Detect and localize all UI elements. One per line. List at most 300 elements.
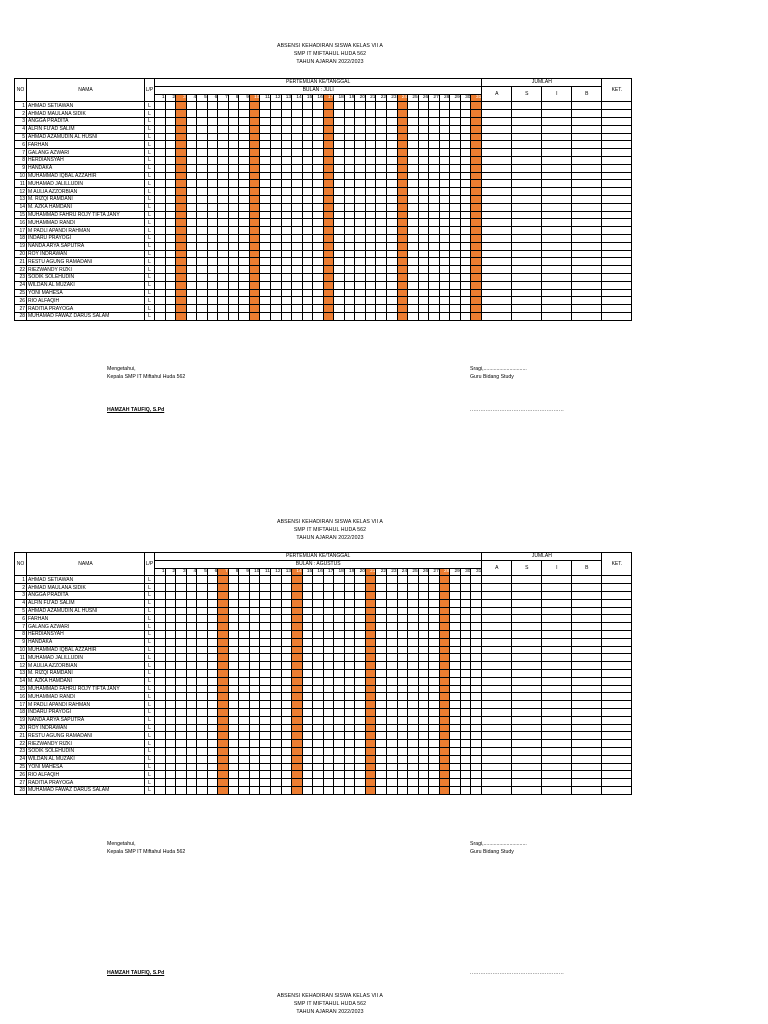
attendance-cell	[239, 646, 250, 654]
attendance-cell	[218, 297, 229, 305]
attendance-cell	[228, 685, 239, 693]
attendance-cell	[408, 195, 419, 203]
attendance-cell	[313, 662, 324, 670]
attendance-cell	[165, 227, 176, 235]
attendance-cell	[260, 312, 271, 320]
attendance-cell	[207, 724, 218, 732]
attendance-cell	[387, 258, 398, 266]
attendance-cell	[176, 701, 187, 709]
student-gender: L	[145, 219, 155, 227]
total-cell	[572, 211, 602, 219]
attendance-cell	[387, 102, 398, 110]
student-name: MUHAMAD JALILLUDIN	[27, 180, 145, 188]
attendance-cell	[334, 141, 345, 149]
attendance-cell	[408, 141, 419, 149]
attendance-cell	[334, 289, 345, 297]
attendance-cell	[429, 266, 440, 274]
total-cell	[512, 188, 542, 196]
attendance-cell	[239, 312, 250, 320]
attendance-cell	[418, 266, 429, 274]
attendance-cell	[344, 102, 355, 110]
student-gender: L	[145, 289, 155, 297]
table-row	[15, 732, 632, 740]
total-cell	[482, 646, 512, 654]
attendance-cell	[260, 297, 271, 305]
total-cell	[542, 755, 572, 763]
attendance-cell	[313, 102, 324, 110]
attendance-cell	[176, 747, 187, 755]
total-cell	[542, 693, 572, 701]
attendance-cell	[471, 172, 482, 180]
note-cell	[602, 203, 632, 211]
attendance-cell	[397, 607, 408, 615]
attendance-cell	[165, 638, 176, 646]
attendance-cell	[334, 273, 345, 281]
attendance-cell	[239, 172, 250, 180]
attendance-cell	[260, 180, 271, 188]
attendance-cell	[165, 211, 176, 219]
attendance-cell	[228, 599, 239, 607]
attendance-cell	[281, 141, 292, 149]
attendance-cell	[397, 724, 408, 732]
attendance-cell	[439, 297, 450, 305]
attendance-cell	[260, 732, 271, 740]
student-name: SODIK SOLEHUDIN	[27, 747, 145, 755]
attendance-cell	[239, 250, 250, 258]
attendance-cell	[302, 591, 313, 599]
total-cell	[512, 584, 542, 592]
attendance-cell	[207, 125, 218, 133]
attendance-cell	[165, 149, 176, 157]
header-lp: L/P	[145, 553, 155, 576]
attendance-cell	[376, 188, 387, 196]
attendance-cell	[249, 732, 260, 740]
student-gender: L	[145, 708, 155, 716]
total-cell	[572, 281, 602, 289]
attendance-cell	[176, 732, 187, 740]
attendance-cell	[355, 188, 366, 196]
attendance-cell	[292, 164, 303, 172]
attendance-cell	[313, 576, 324, 584]
attendance-cell	[165, 771, 176, 779]
attendance-cell	[450, 623, 461, 631]
attendance-cell	[460, 242, 471, 250]
attendance-cell	[418, 771, 429, 779]
attendance-cell	[450, 305, 461, 313]
attendance-cell	[313, 133, 324, 141]
attendance-cell	[397, 180, 408, 188]
day-header: 22	[376, 568, 387, 576]
attendance-cell	[344, 258, 355, 266]
day-header: 15	[302, 568, 313, 576]
attendance-cell	[365, 786, 376, 794]
attendance-cell	[302, 133, 313, 141]
attendance-cell	[365, 203, 376, 211]
attendance-cell	[376, 234, 387, 242]
attendance-cell	[207, 227, 218, 235]
attendance-cell	[313, 654, 324, 662]
attendance-cell	[281, 297, 292, 305]
attendance-cell	[281, 227, 292, 235]
attendance-cell	[460, 188, 471, 196]
attendance-cell	[155, 607, 166, 615]
attendance-cell	[271, 281, 282, 289]
attendance-cell	[397, 125, 408, 133]
attendance-cell	[271, 141, 282, 149]
attendance-cell	[429, 180, 440, 188]
attendance-cell	[323, 591, 334, 599]
attendance-cell	[218, 125, 229, 133]
note-cell	[602, 180, 632, 188]
attendance-cell	[387, 716, 398, 724]
attendance-cell	[313, 125, 324, 133]
attendance-cell	[165, 305, 176, 313]
attendance-cell	[271, 195, 282, 203]
attendance-cell	[439, 779, 450, 787]
attendance-cell	[460, 747, 471, 755]
attendance-cell	[439, 584, 450, 592]
attendance-cell	[418, 786, 429, 794]
attendance-cell	[228, 102, 239, 110]
attendance-cell	[218, 110, 229, 118]
attendance-cell	[218, 662, 229, 670]
attendance-cell	[207, 716, 218, 724]
attendance-cell	[207, 242, 218, 250]
attendance-cell	[376, 677, 387, 685]
total-cell	[512, 180, 542, 188]
attendance-cell	[344, 125, 355, 133]
attendance-cell	[197, 164, 208, 172]
total-cell	[482, 771, 512, 779]
attendance-cell	[450, 188, 461, 196]
attendance-cell	[460, 102, 471, 110]
attendance-cell	[355, 172, 366, 180]
attendance-cell	[408, 234, 419, 242]
attendance-cell	[228, 669, 239, 677]
student-name: HANDAKA	[27, 164, 145, 172]
attendance-cell	[197, 615, 208, 623]
attendance-cell	[429, 117, 440, 125]
total-cell	[512, 747, 542, 755]
total-cell	[512, 755, 542, 763]
attendance-cell	[155, 615, 166, 623]
day-header: 27	[429, 568, 440, 576]
attendance-cell	[218, 584, 229, 592]
attendance-cell	[239, 102, 250, 110]
attendance-cell	[344, 227, 355, 235]
attendance-cell	[186, 630, 197, 638]
attendance-cell	[387, 732, 398, 740]
attendance-cell	[418, 172, 429, 180]
attendance-cell	[376, 630, 387, 638]
attendance-cell	[292, 591, 303, 599]
table-row	[15, 599, 632, 607]
student-gender: L	[145, 607, 155, 615]
attendance-cell	[260, 203, 271, 211]
student-no: 16	[15, 219, 27, 227]
total-cell	[512, 110, 542, 118]
attendance-cell	[408, 708, 419, 716]
student-no: 18	[15, 708, 27, 716]
attendance-cell	[249, 662, 260, 670]
attendance-cell	[249, 172, 260, 180]
attendance-cell	[281, 740, 292, 748]
attendance-cell	[186, 266, 197, 274]
attendance-cell	[376, 662, 387, 670]
total-cell	[512, 172, 542, 180]
attendance-cell	[249, 266, 260, 274]
principal-signature-name: HAMZAH TAUFIQ, S.Pd	[107, 970, 165, 976]
attendance-cell	[323, 763, 334, 771]
attendance-cell	[439, 242, 450, 250]
total-cell	[512, 740, 542, 748]
attendance-cell	[439, 250, 450, 258]
table-row	[15, 591, 632, 599]
attendance-cell	[376, 724, 387, 732]
total-cell	[482, 638, 512, 646]
attendance-cell	[365, 623, 376, 631]
attendance-cell	[355, 638, 366, 646]
teacher-signature-line: ......................................................	[470, 970, 565, 976]
attendance-cell	[249, 188, 260, 196]
attendance-cell	[218, 576, 229, 584]
student-name: INDARU PRAYOGI	[27, 708, 145, 716]
attendance-cell	[155, 584, 166, 592]
note-cell	[602, 219, 632, 227]
attendance-cell	[323, 133, 334, 141]
attendance-cell	[365, 242, 376, 250]
total-cell	[482, 786, 512, 794]
total-cell	[572, 599, 602, 607]
attendance-cell	[376, 786, 387, 794]
attendance-cell	[323, 297, 334, 305]
attendance-cell	[281, 654, 292, 662]
note-cell	[602, 102, 632, 110]
attendance-cell	[397, 638, 408, 646]
attendance-cell	[397, 693, 408, 701]
day-header: 23	[387, 568, 398, 576]
attendance-cell	[450, 786, 461, 794]
attendance-cell	[439, 786, 450, 794]
attendance-cell	[207, 685, 218, 693]
table-row	[15, 117, 632, 125]
note-cell	[602, 685, 632, 693]
total-cell	[542, 156, 572, 164]
attendance-cell	[387, 266, 398, 274]
attendance-cell	[292, 297, 303, 305]
attendance-cell	[376, 266, 387, 274]
attendance-cell	[271, 755, 282, 763]
table-row	[15, 188, 632, 196]
attendance-cell	[355, 227, 366, 235]
attendance-cell	[292, 732, 303, 740]
table-row	[15, 584, 632, 592]
attendance-cell	[176, 172, 187, 180]
attendance-cell	[292, 669, 303, 677]
attendance-cell	[302, 180, 313, 188]
total-cell	[542, 219, 572, 227]
attendance-cell	[176, 576, 187, 584]
footer-sragi: Sragi,..............................	[470, 841, 527, 847]
attendance-cell	[165, 615, 176, 623]
attendance-cell	[292, 211, 303, 219]
total-cell	[572, 203, 602, 211]
day-header: 11	[260, 568, 271, 576]
attendance-cell	[334, 716, 345, 724]
attendance-cell	[165, 281, 176, 289]
total-cell	[542, 623, 572, 631]
attendance-cell	[355, 708, 366, 716]
attendance-cell	[471, 297, 482, 305]
student-name: RADITIA PRAYOGA	[27, 779, 145, 787]
attendance-cell	[292, 188, 303, 196]
attendance-cell	[292, 576, 303, 584]
attendance-cell	[176, 195, 187, 203]
attendance-cell	[228, 708, 239, 716]
attendance-cell	[155, 211, 166, 219]
attendance-cell	[249, 156, 260, 164]
note-cell	[602, 227, 632, 235]
student-no: 23	[15, 273, 27, 281]
attendance-cell	[197, 219, 208, 227]
attendance-cell	[239, 599, 250, 607]
attendance-cell	[397, 716, 408, 724]
attendance-cell	[429, 662, 440, 670]
attendance-cell	[429, 149, 440, 157]
attendance-cell	[471, 203, 482, 211]
attendance-cell	[471, 164, 482, 172]
attendance-cell	[429, 305, 440, 313]
attendance-cell	[249, 219, 260, 227]
total-cell	[572, 258, 602, 266]
student-no: 24	[15, 755, 27, 763]
total-cell	[542, 576, 572, 584]
attendance-cell	[155, 638, 166, 646]
attendance-cell	[302, 297, 313, 305]
attendance-cell	[344, 654, 355, 662]
attendance-cell	[176, 219, 187, 227]
attendance-cell	[302, 747, 313, 755]
attendance-cell	[176, 234, 187, 242]
attendance-cell	[387, 615, 398, 623]
attendance-cell	[207, 188, 218, 196]
table-row	[15, 289, 632, 297]
attendance-cell	[292, 125, 303, 133]
attendance-cell	[365, 591, 376, 599]
attendance-cell	[355, 740, 366, 748]
attendance-cell	[207, 654, 218, 662]
student-gender: L	[145, 669, 155, 677]
attendance-cell	[155, 747, 166, 755]
attendance-cell	[471, 188, 482, 196]
table-row	[15, 211, 632, 219]
day-header: 20	[355, 568, 366, 576]
attendance-cell	[302, 779, 313, 787]
total-cell	[482, 281, 512, 289]
attendance-cell	[344, 266, 355, 274]
total-cell	[482, 662, 512, 670]
total-cell	[542, 289, 572, 297]
student-name: HERDIANSYAH	[27, 630, 145, 638]
attendance-cell	[292, 708, 303, 716]
attendance-cell	[397, 591, 408, 599]
attendance-cell	[334, 747, 345, 755]
total-cell	[572, 771, 602, 779]
attendance-cell	[460, 763, 471, 771]
attendance-cell	[165, 654, 176, 662]
attendance-cell	[228, 266, 239, 274]
attendance-cell	[387, 724, 398, 732]
attendance-cell	[249, 312, 260, 320]
total-cell	[482, 219, 512, 227]
table-row	[15, 125, 632, 133]
attendance-cell	[397, 258, 408, 266]
total-cell	[572, 164, 602, 172]
note-cell	[602, 125, 632, 133]
note-cell	[602, 234, 632, 242]
total-cell	[482, 195, 512, 203]
note-cell	[602, 289, 632, 297]
attendance-cell	[323, 281, 334, 289]
student-gender: L	[145, 312, 155, 320]
attendance-cell	[323, 669, 334, 677]
attendance-cell	[186, 219, 197, 227]
attendance-cell	[197, 654, 208, 662]
student-no: 5	[15, 607, 27, 615]
attendance-cell	[408, 685, 419, 693]
attendance-cell	[155, 724, 166, 732]
attendance-cell	[239, 685, 250, 693]
attendance-cell	[471, 180, 482, 188]
total-cell	[482, 117, 512, 125]
attendance-cell	[397, 188, 408, 196]
attendance-cell	[429, 677, 440, 685]
attendance-cell	[260, 701, 271, 709]
attendance-cell	[207, 779, 218, 787]
attendance-cell	[249, 234, 260, 242]
attendance-cell	[260, 172, 271, 180]
total-cell	[512, 685, 542, 693]
total-cell	[482, 740, 512, 748]
footer-mengetahui: Mengetahui,	[107, 366, 136, 372]
student-no: 22	[15, 740, 27, 748]
total-cell	[542, 149, 572, 157]
attendance-cell	[397, 203, 408, 211]
attendance-cell	[408, 755, 419, 763]
attendance-cell	[271, 227, 282, 235]
attendance-cell	[260, 662, 271, 670]
attendance-cell	[344, 188, 355, 196]
attendance-cell	[292, 630, 303, 638]
attendance-cell	[376, 771, 387, 779]
attendance-cell	[271, 638, 282, 646]
attendance-cell	[334, 117, 345, 125]
attendance-cell	[197, 771, 208, 779]
attendance-cell	[344, 615, 355, 623]
attendance-cell	[397, 701, 408, 709]
attendance-cell	[460, 771, 471, 779]
attendance-cell	[460, 258, 471, 266]
attendance-cell	[397, 740, 408, 748]
attendance-cell	[155, 732, 166, 740]
day-header: 4	[186, 94, 197, 102]
attendance-cell	[376, 599, 387, 607]
day-header: 12	[271, 568, 282, 576]
attendance-cell	[207, 599, 218, 607]
attendance-cell	[165, 724, 176, 732]
total-cell	[572, 763, 602, 771]
attendance-cell	[186, 763, 197, 771]
